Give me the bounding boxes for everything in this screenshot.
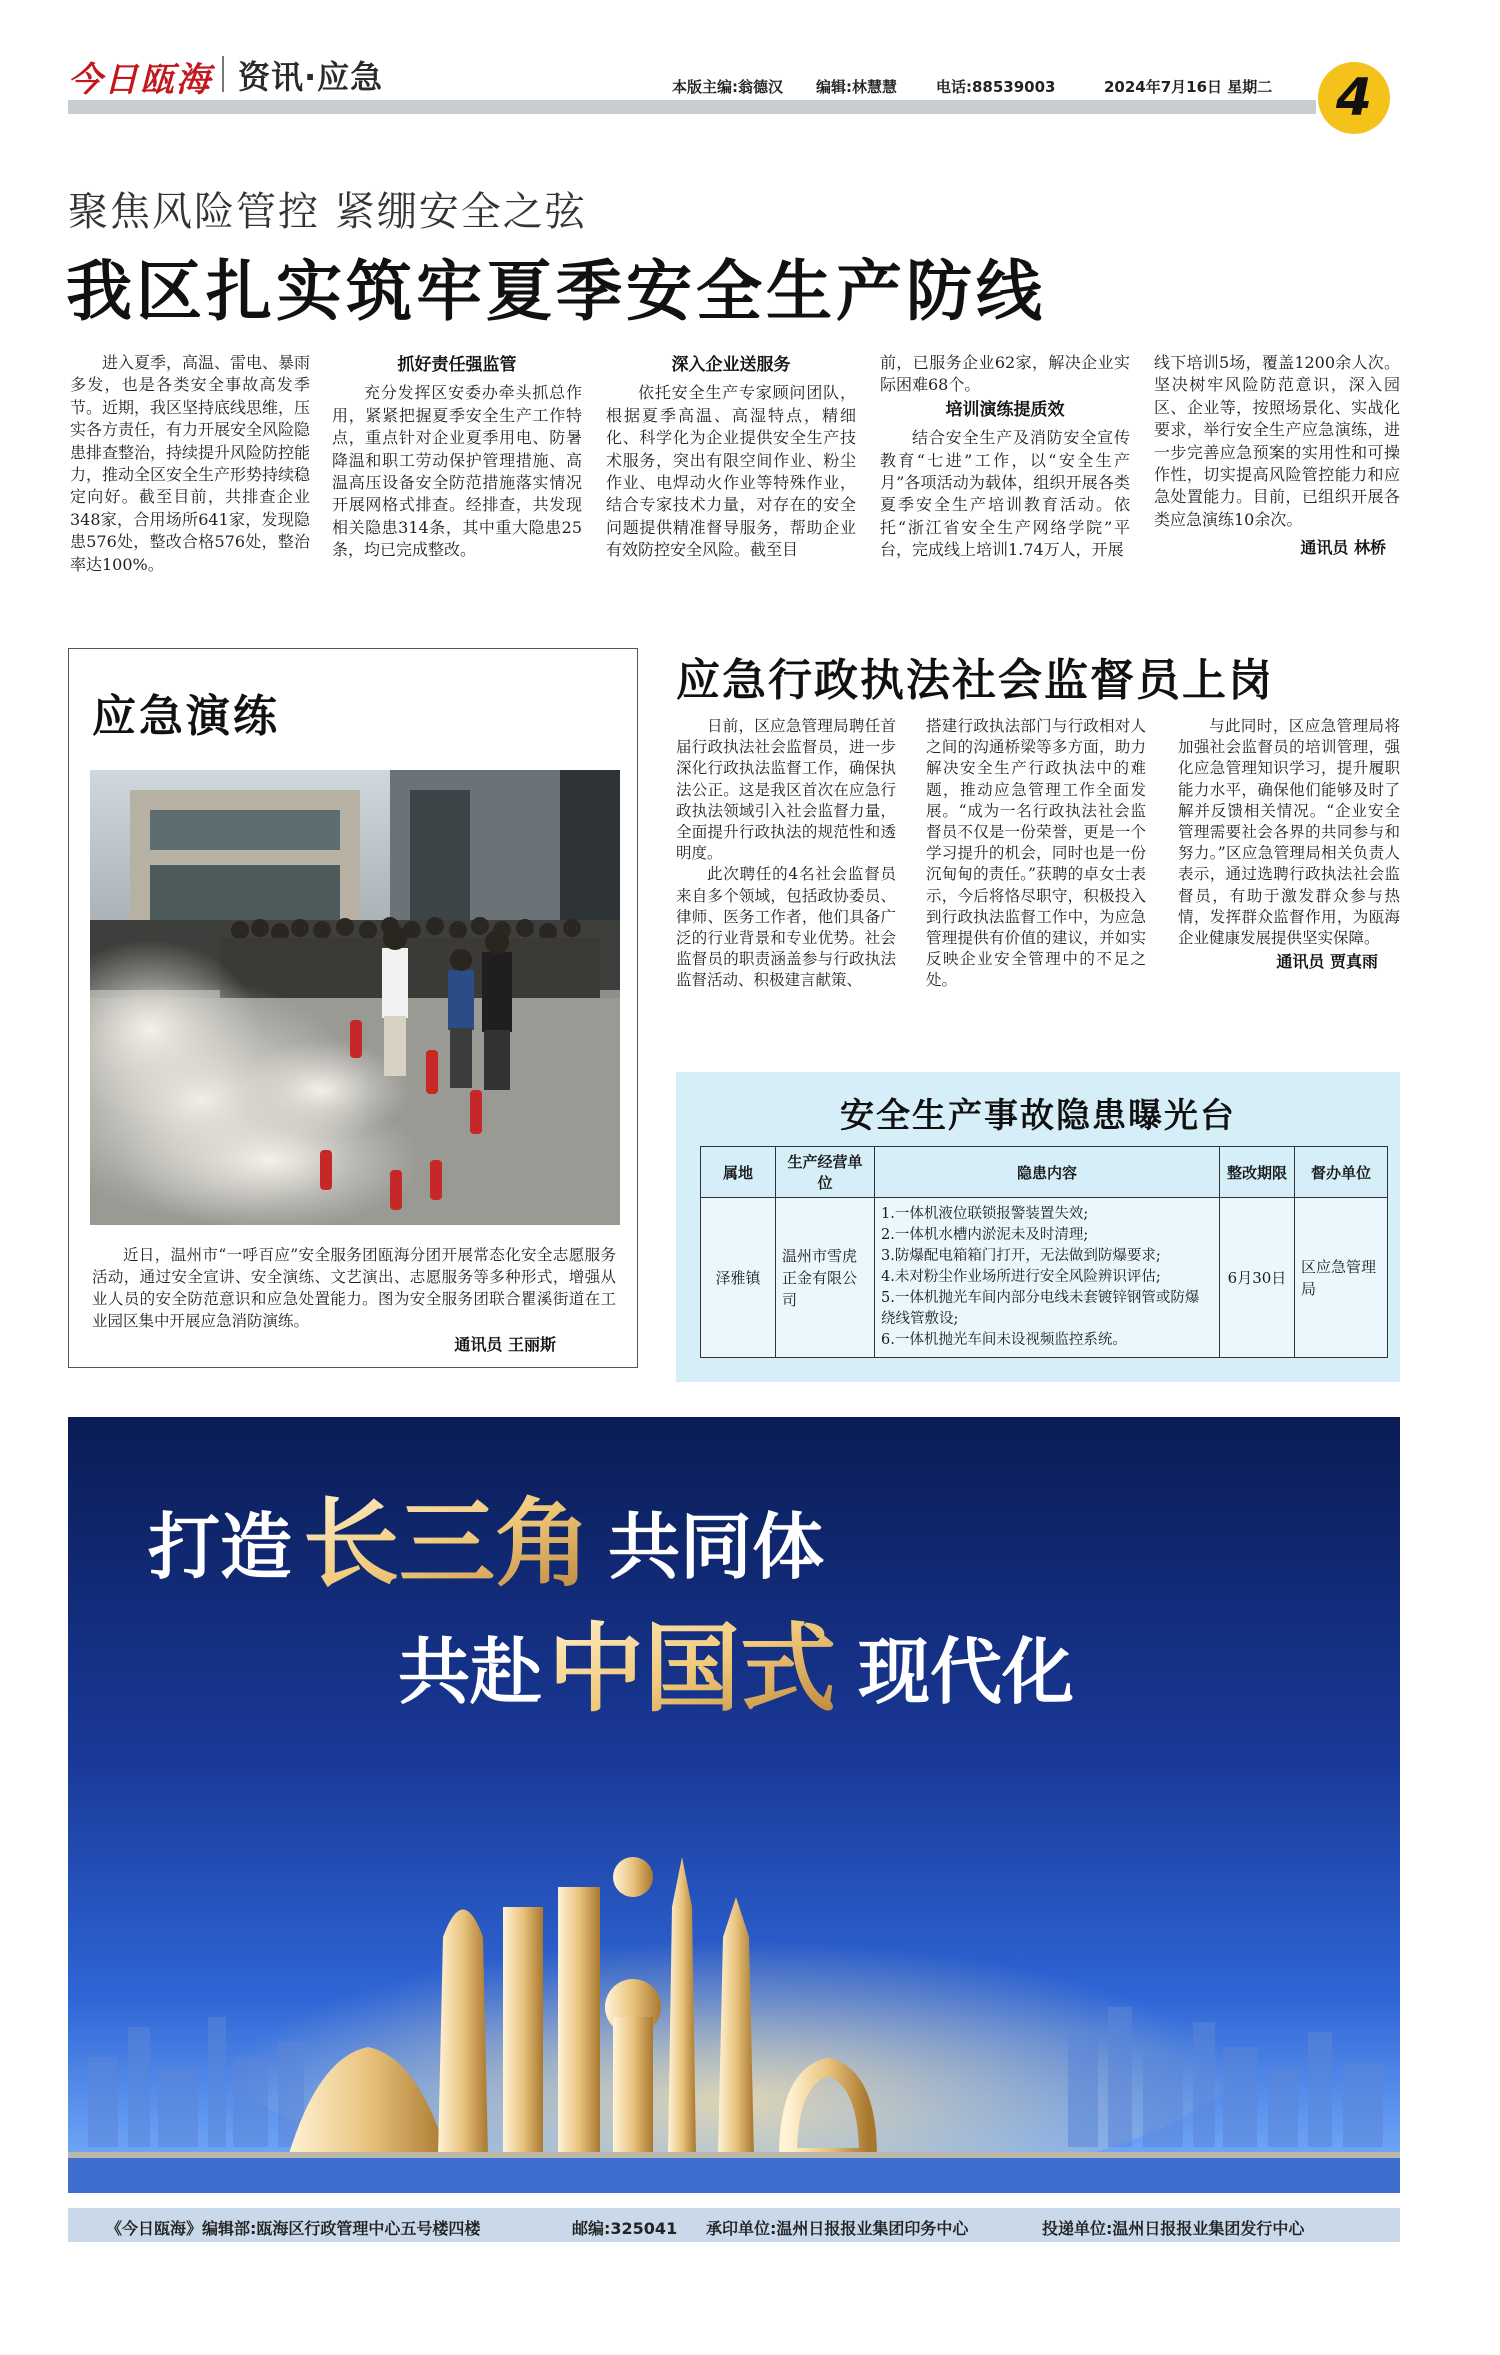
masthead-divider [222,56,224,92]
page-number-badge: 4 [1318,62,1390,134]
promo-banner [68,1417,1400,2193]
lead-section-text: 结合安全生产及消防安全宣传教育“七进”工作，以“安全生产月”各项活动为载体，组织开展各类夏季安全生产培训教育活动。依托“浙江省安全生产网络学院”平台，完成线上培训1.74万人，开展 [880,428,1130,560]
law-column-3 [1178,716,1400,972]
hazard-item: 6.一体机抛光车间未设视频监控系统。 [881,1332,1127,1348]
law-column-2 [926,716,1146,992]
exposure-table-header [701,1147,1388,1198]
law-paragraph: 与此同时，区应急管理局将加强社会监督员的培训管理，强化应急管理知识学习，提升履职能力水平，确保他们能够及时了解并反馈相关情况。“企业安全管理需要社会各界的共同参与和努力。”区应急管理局相关负责人表示，通过选聘行政执法社会监督员，有助于激发群众参与热情，发挥群众监督作用，为瓯海企业健康发展提供坚实保障。 [1178,717,1400,948]
header-hazards: 隐患内容 [875,1147,1220,1198]
header-deadline: 整改期限 [1220,1147,1295,1198]
lead-section-continued: 前，已服务企业62家，解决企业实际困难68个。 [880,353,1130,395]
banner-text-line2-c: 现代化 [858,1629,1075,1714]
lead-intro: 进入夏季，高温、雷电、暴雨多发，也是各类安全事故高发季节。近期，我区坚持底线思维，压实各方责任，有力开展安全风险隐患排查整治，持续提升风险防控能力，推动全区安全生产形势持续稳定向好。截至目前，共排查企业348家，合用场所641家，发现隐患576处，整改合格576处，整治率达100%。 [70,353,311,574]
section-title: 资讯·应急 [238,58,384,96]
footer-distributor: 投递单位:温州日报报业集团发行中心 [1042,2219,1305,2238]
table-row [701,1198,1388,1358]
drill-caption [92,1244,616,1356]
hazard-item: 4.未对粉尘作业场所进行安全风险辨识评估; [881,1269,1161,1285]
header-supervisor: 督办单位 [1295,1147,1388,1198]
hazard-item: 5.一体机抛光车间内部分电线未套镀锌钢管或防爆绕线管敷设; [881,1290,1200,1327]
drill-title: 应急演练 [92,691,280,742]
cell-supervisor: 区应急管理局 [1295,1198,1388,1358]
masthead-bar [68,100,1316,114]
lead-headline: 我区扎实筑牢夏季安全生产防线 [66,252,1046,330]
law-article-title: 应急行政执法社会监督员上岗 [676,655,1274,706]
phone: 电话:88539003 [936,78,1056,96]
drill-caption-text: 近日，温州市“一呼百应”安全服务团瓯海分团开展常态化安全志愿服务活动，通过安全宣讲、安全演练、文艺演出、志愿服务等多种形式，增强从业人员的安全防范意识和应急处置能力。图为安全服务团联合瞿溪街道在工业园区集中开展应急消防演练。 [92,1246,616,1330]
lead-section-heading: 深入企业送服务 [671,355,791,375]
hazard-item: 1.一体机液位联锁报警装置失效; [881,1206,1089,1222]
exposure-title: 安全生产事故隐患曝光台 [840,1096,1236,1136]
law-byline: 通讯员 贾真雨 [1276,952,1378,972]
hazard-item: 2.一体机水槽内淤泥未及时清理; [881,1227,1089,1243]
lead-column-5 [1154,352,1400,560]
footer-printer: 承印单位:温州日报报业集团印务中心 [706,2219,969,2238]
lead-section-text: 充分发挥区安委办牵头抓总作用，紧紧把握夏季安全生产工作特点，重点针对企业夏季用电、防暑降温和职工劳动保护管理措施、高温高压设备安全防范措施落实情况开展网格式排查。经排查，共发现相关隐患314条，其中重大隐患25条，均已完成整改。 [332,383,582,560]
law-paragraph: 日前，区应急管理局聘任首届行政执法社会监督员，进一步深化行政执法监督工作，确保执法公正。这是我区首次在应急行政执法领域引入社会监督力量，全面提升行政执法的规范性和透明度。 [676,717,896,863]
cell-hazards [875,1198,1220,1358]
law-paragraph: 此次聘任的4名社会监督员来自多个领域，包括政协委员、律师、医务工作者，他们具备广泛的行业背景和专业优势。社会监督员的职责涵盖参与行政执法监督活动、积极建言献策、 [676,865,896,990]
banner-text-line1-c: 共同体 [608,1504,825,1589]
lead-section-continued: 线下培训5场，覆盖1200余人次。坚决树牢风险防范意识，深入园区、企业等，按照场景化、实战化要求，举行安全生产应急演练，进一步完善应急预案的实用性和可操作性，切实提高风险管控能力和应急处置能力。目前，已组织开展各类应急演练10余次。 [1154,353,1400,529]
lead-column-2 [332,352,582,562]
header-location: 属地 [701,1147,776,1198]
banner-text-line2-a: 共赴 [398,1629,543,1714]
exposure-table [700,1146,1388,1358]
banner-text-line1-a: 打造 [148,1504,293,1589]
footer-bar [68,2208,1400,2242]
lead-column-4 [880,352,1130,562]
hazard-item: 3.防爆配电箱箱门打开，无法做到防爆要求; [881,1248,1161,1264]
footer-postcode: 邮编:325041 [572,2219,678,2238]
header-company: 生产经营单位 [776,1147,875,1198]
lead-column-3 [606,352,856,562]
lead-byline: 通讯员 林桥 [1300,538,1386,558]
lead-section-heading: 培训演练提质效 [945,399,1065,420]
issue-date: 2024年7月16日 星期二 [1104,78,1273,96]
banner-text-line1-b: 长三角 [303,1487,591,1600]
drill-photo-illustration [90,770,620,1225]
cell-company: 温州市雪虎正金有限公司 [776,1198,875,1358]
lead-column-1 [70,352,310,576]
cell-deadline: 6月30日 [1220,1198,1295,1358]
cell-location: 泽雅镇 [701,1198,776,1358]
law-paragraph: 搭建行政执法部门与行政相对人之间的沟通桥梁等多方面，助力解决安全生产行政执法中的难题，推动应急管理工作全面发展。“成为一名行政执法社会监督员不仅是一份荣誉，更是一个学习提升的机会，同时也是一份沉甸甸的责任。”获聘的卓女士表示，今后将恪尽职守，积极投入到行政执法监督工作中，为应急管理提供有价值的建议，并如实反映企业安全管理中的不足之处。 [926,717,1146,990]
drill-photo [90,770,620,1225]
law-column-1 [676,716,896,992]
lead-subhead: 聚焦风险管控 紧绷安全之弦 [68,189,587,235]
footer-office: 《今日瓯海》编辑部:瓯海区行政管理中心五号楼四楼 [106,2219,481,2238]
lead-section-text: 依托安全生产专家顾问团队，根据夏季高温、高湿特点，精细化、科学化为企业提供安全生产技术服务，突出有限空间作业、粉尘作业、电焊动火作业等特殊作业，结合专家技术力量，对存在的安全问题提供精准督导服务，帮助企业有效防控安全风险。截至目 [606,383,856,560]
skyline-illustration [68,1417,1400,2193]
drill-byline: 通讯员 王丽斯 [454,1335,556,1354]
paper-name: 今日瓯海 [68,60,212,100]
editor-in-chief: 本版主编:翁德汉 [672,78,783,96]
editor: 编辑:林慧慧 [816,78,897,96]
lead-section-heading: 抓好责任强监管 [397,355,517,375]
banner-text-line2-b: 中国式 [548,1612,836,1725]
